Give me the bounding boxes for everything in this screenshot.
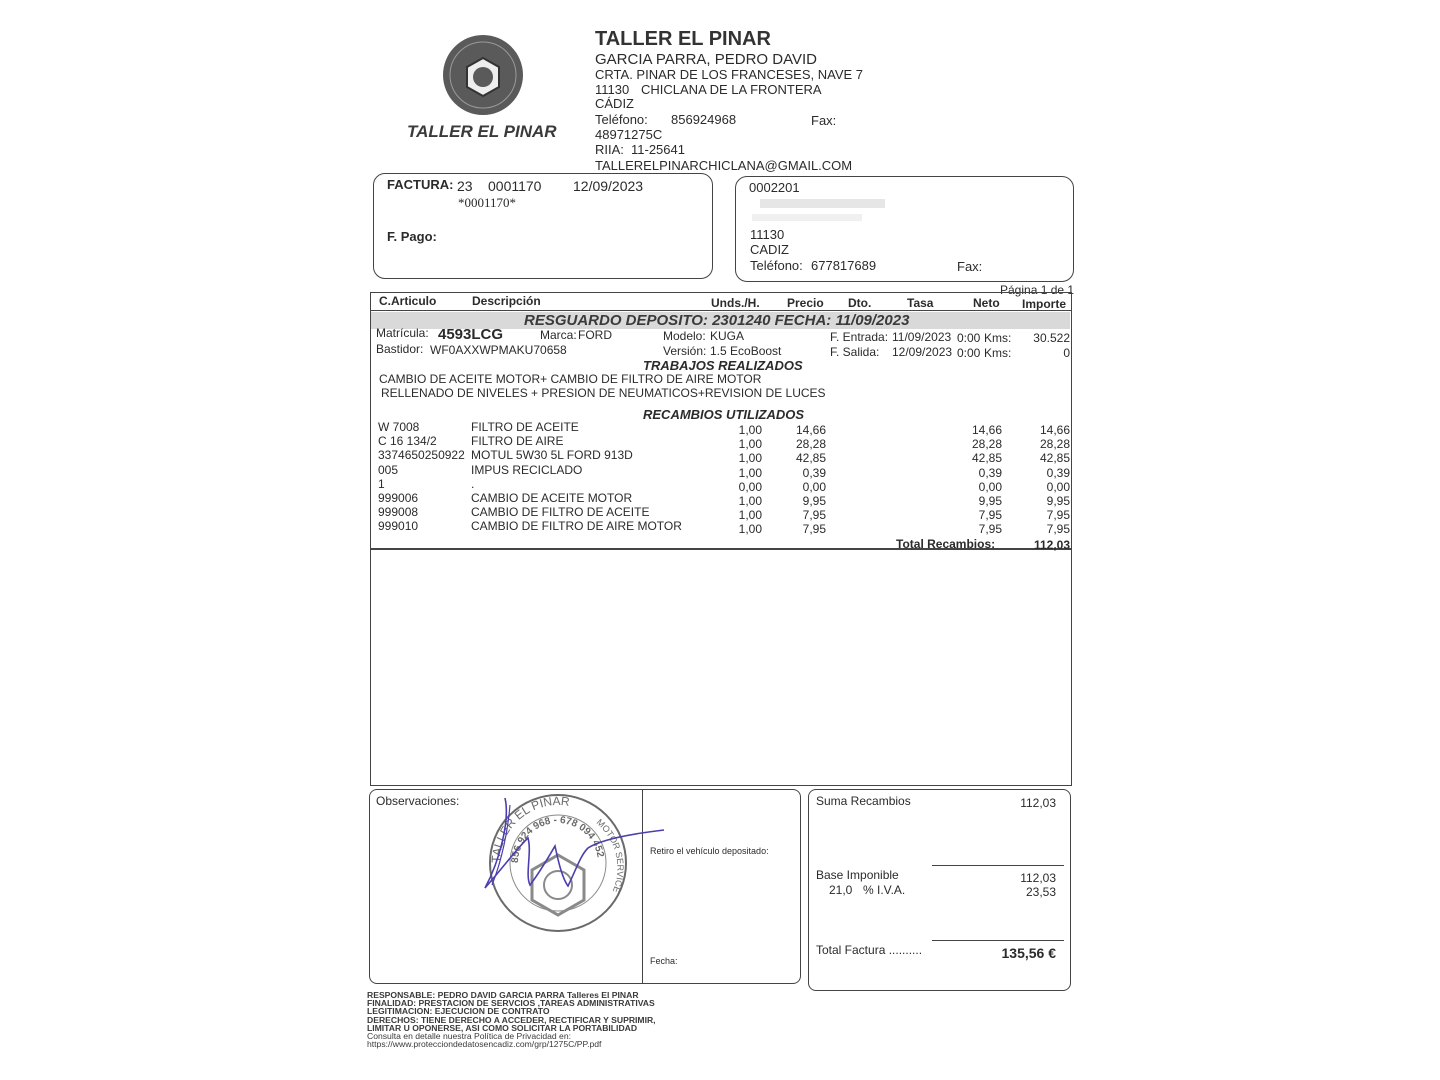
row-units: 1,00 [738,465,762,480]
invoice-barcode-text: *0001170* [458,195,517,210]
row-units: 0,00 [738,479,762,494]
total-parts-value: 112,03 [1033,538,1070,552]
legal-line-7: https://www.protecciondedatosencadiz.com/grp/1275C/PP.pdf [367,1039,602,1050]
entry-kms-label: Kms: [984,331,1012,345]
row-amount: 9,95 [1046,494,1070,508]
total-invoice-value: 135,56 € [1001,945,1056,961]
row-net: 7,95 [978,522,1002,537]
client-phone-label: Teléfono: [750,258,803,273]
row-desc: MOTUL 5W30 5L FORD 913D [471,448,633,463]
vat-label: % I.V.A. [863,883,906,897]
company-name: TALLER EL PINAR [595,28,771,50]
vat-value: 23,53 [1025,885,1056,899]
row-units: 1,00 [738,437,762,452]
row-code: C 16 134/2 [378,434,437,449]
deposit-title: RESGUARDO DEPOSITO: 2301240 FECHA: 11/09/2023 [524,312,910,329]
exit-kms-label: Kms: [984,346,1012,360]
row-code: W 7008 [378,420,420,434]
row-desc: IMPUS RECICLADO [471,462,583,477]
row-desc: . [471,476,475,491]
header-description: Descripción [472,294,541,308]
header-net: Neto [973,296,1000,310]
company-email: TALLERELPINARCHICLANA@GMAIL.COM [595,158,853,173]
parts-title: RECAMBIOS UTILIZADOS [643,407,805,422]
header-code: C.Articulo [379,294,437,308]
works-line-1: CAMBIO DE ACEITE MOTOR+ CAMBIO DE FILTRO DE AIRE MOTOR [379,372,762,386]
header-units: Unds./H. [711,296,760,310]
works-line-2: RELLENADO DE NIVELES + PRESION DE NEUMATICOS+REVISION DE LUCES [381,386,826,400]
signature [480,790,670,905]
stamp-text-phone: 856 924 968 - 678 094 452 [509,814,606,864]
entry-date: 11/09/2023 [892,330,952,344]
vat-rate: 21,0 [829,883,853,897]
base-label: Base Imponible [816,868,899,882]
invoice-series: 23 [457,178,473,194]
row-net: 28,28 [971,437,1002,452]
company-nif: 48971275C [595,127,663,142]
payment-label: F. Pago: [387,229,437,244]
company-riia: 11-25641 [631,142,685,157]
exit-kms: 0 [1063,346,1070,360]
legal-line-4: DERECHOS: TIENE DERECHO A ACCEDER, RECTIFICAR Y SUPRIMIR, [367,1014,656,1025]
legal-line-6: Consulta en detalle nuestra Política de Privacidad en: [367,1031,571,1042]
row-price: 14,66 [795,423,826,437]
company-fax-label: Fax: [811,113,837,128]
legal-line-3: LEGITIMACION: EJECUCION DE CONTRATO [367,1006,550,1017]
legal-line-5: LIMITAR U OPONERSE, ASI COMO SOLICITAR LA PORTABILIDAD [367,1022,638,1033]
row-code: 999008 [378,505,419,520]
row-amount: 14,66 [1039,423,1070,437]
row-code: 005 [378,462,399,477]
row-price: 42,85 [795,451,826,466]
row-price: 9,95 [802,494,826,508]
row-net: 9,95 [978,494,1002,508]
exit-label: F. Salida: [830,345,880,359]
company-phone-label: Teléfono: [595,112,648,127]
header-price: Precio [787,296,824,310]
row-code: 3374650250922 [378,448,465,463]
client-province: CADIZ [750,242,789,257]
client-address-redacted [752,214,862,221]
row-price: 7,95 [802,508,826,523]
row-net: 42,85 [971,451,1002,466]
signature-scribble-icon [480,790,670,905]
entry-label: F. Entrada: [830,330,889,344]
brand-value: FORD [578,328,612,342]
header-amount: Importe [1022,297,1067,311]
observations-label: Observaciones: [376,794,460,808]
company-owner: GARCIA PARRA, PEDRO DAVID [595,51,817,68]
invoice-number: 0001170 [488,178,542,194]
legal-line-2: FINALIDAD: PRESTACION DE SERVCIOS ,TAREAS ADMINISTRATIVAS [367,998,655,1009]
chassis-value: WF0AXXWPMAKU70658 [430,343,567,357]
model-label: Modelo: [663,329,706,343]
row-units: 1,00 [738,494,762,508]
entry-time: 0:00 [957,331,981,345]
row-net: 14,66 [971,423,1002,437]
row-desc: FILTRO DE ACEITE [471,420,579,434]
version-value: 1.5 EcoBoost [710,344,782,358]
row-price: 28,28 [795,437,826,452]
row-units: 1,00 [738,451,762,466]
page-indicator: Página 1 de 1 [1000,283,1075,297]
row-code: 999006 [378,491,419,505]
row-units: 1,00 [738,508,762,523]
row-amount: 28,28 [1039,437,1070,452]
company-address: CRTA. PINAR DE LOS FRANCESES, NAVE 7 [595,67,864,82]
company-province: CÁDIZ [595,96,634,111]
row-desc: FILTRO DE AIRE [471,434,564,449]
brand-label: Marca: [540,328,577,342]
base-value: 112,03 [1020,871,1056,885]
exit-time: 0:00 [957,346,981,360]
total-parts-label: Total Recambios: [896,537,996,551]
logo-caption: TALLER EL PINAR [407,122,557,141]
plate-value: 4593LCG [438,326,504,343]
stamp-text-side: MOTOR SERVICE [594,816,626,895]
client-phone: 677817689 [811,258,877,273]
row-amount: 0,00 [1046,479,1070,494]
exit-date: 12/09/2023 [892,345,953,359]
total-invoice-label: Total Factura .......... [816,943,923,957]
works-title: TRABAJOS REALIZADOS [643,358,803,373]
withdrawal-label: Retiro el vehículo depositado: [650,846,769,856]
model-value: KUGA [710,329,745,343]
stamp-text-top: TALLER EL PINAR [488,793,571,864]
entry-kms: 30.522 [1033,331,1070,345]
invoice-date: 12/09/2023 [573,178,644,194]
company-riia-label: RIIA: [595,142,624,157]
row-price: 0,39 [802,465,826,480]
legal-notice [367,991,656,1048]
plate-label: Matrícula: [376,326,429,340]
row-desc: CAMBIO DE FILTRO DE ACEITE [471,505,650,520]
row-desc: CAMBIO DE FILTRO DE AIRE MOTOR [471,519,682,534]
version-label: Versión: [663,344,707,358]
company-postal: 11130 [595,82,630,97]
legal-line-1: RESPONSABLE: PEDRO DAVID GARCIA PARRA Talleres El PINAR [367,990,639,1000]
row-desc: CAMBIO DE ACEITE MOTOR [471,491,633,505]
sum-label: Suma Recambios [816,794,911,808]
client-postal: 11130 [750,227,785,242]
header-tax: Tasa [907,296,934,310]
row-price: 0,00 [802,479,826,494]
row-net: 0,00 [978,479,1002,494]
company-city: CHICLANA DE LA FRONTERA [641,82,822,97]
row-net: 7,95 [978,508,1002,523]
row-amount: 0,39 [1046,465,1070,480]
row-net: 0,39 [978,465,1002,480]
row-code: 999010 [378,519,419,534]
client-fax-label: Fax: [957,259,983,274]
chassis-label: Bastidor: [376,342,424,356]
row-amount: 42,85 [1039,451,1070,466]
client-name-redacted [760,199,885,208]
invoice-label: FACTURA: [387,177,454,192]
company-phone: 856924968 [671,112,737,127]
date-label: Fecha: [650,956,678,966]
row-code: 1 [378,476,385,491]
header-discount: Dto. [848,296,872,310]
row-units: 1,00 [738,423,762,437]
sum-value: 112,03 [1020,796,1056,810]
row-units: 1,00 [738,522,762,537]
row-price: 7,95 [802,522,826,537]
row-amount: 7,95 [1046,508,1070,523]
row-amount: 7,95 [1046,522,1070,537]
client-code: 0002201 [749,180,800,195]
